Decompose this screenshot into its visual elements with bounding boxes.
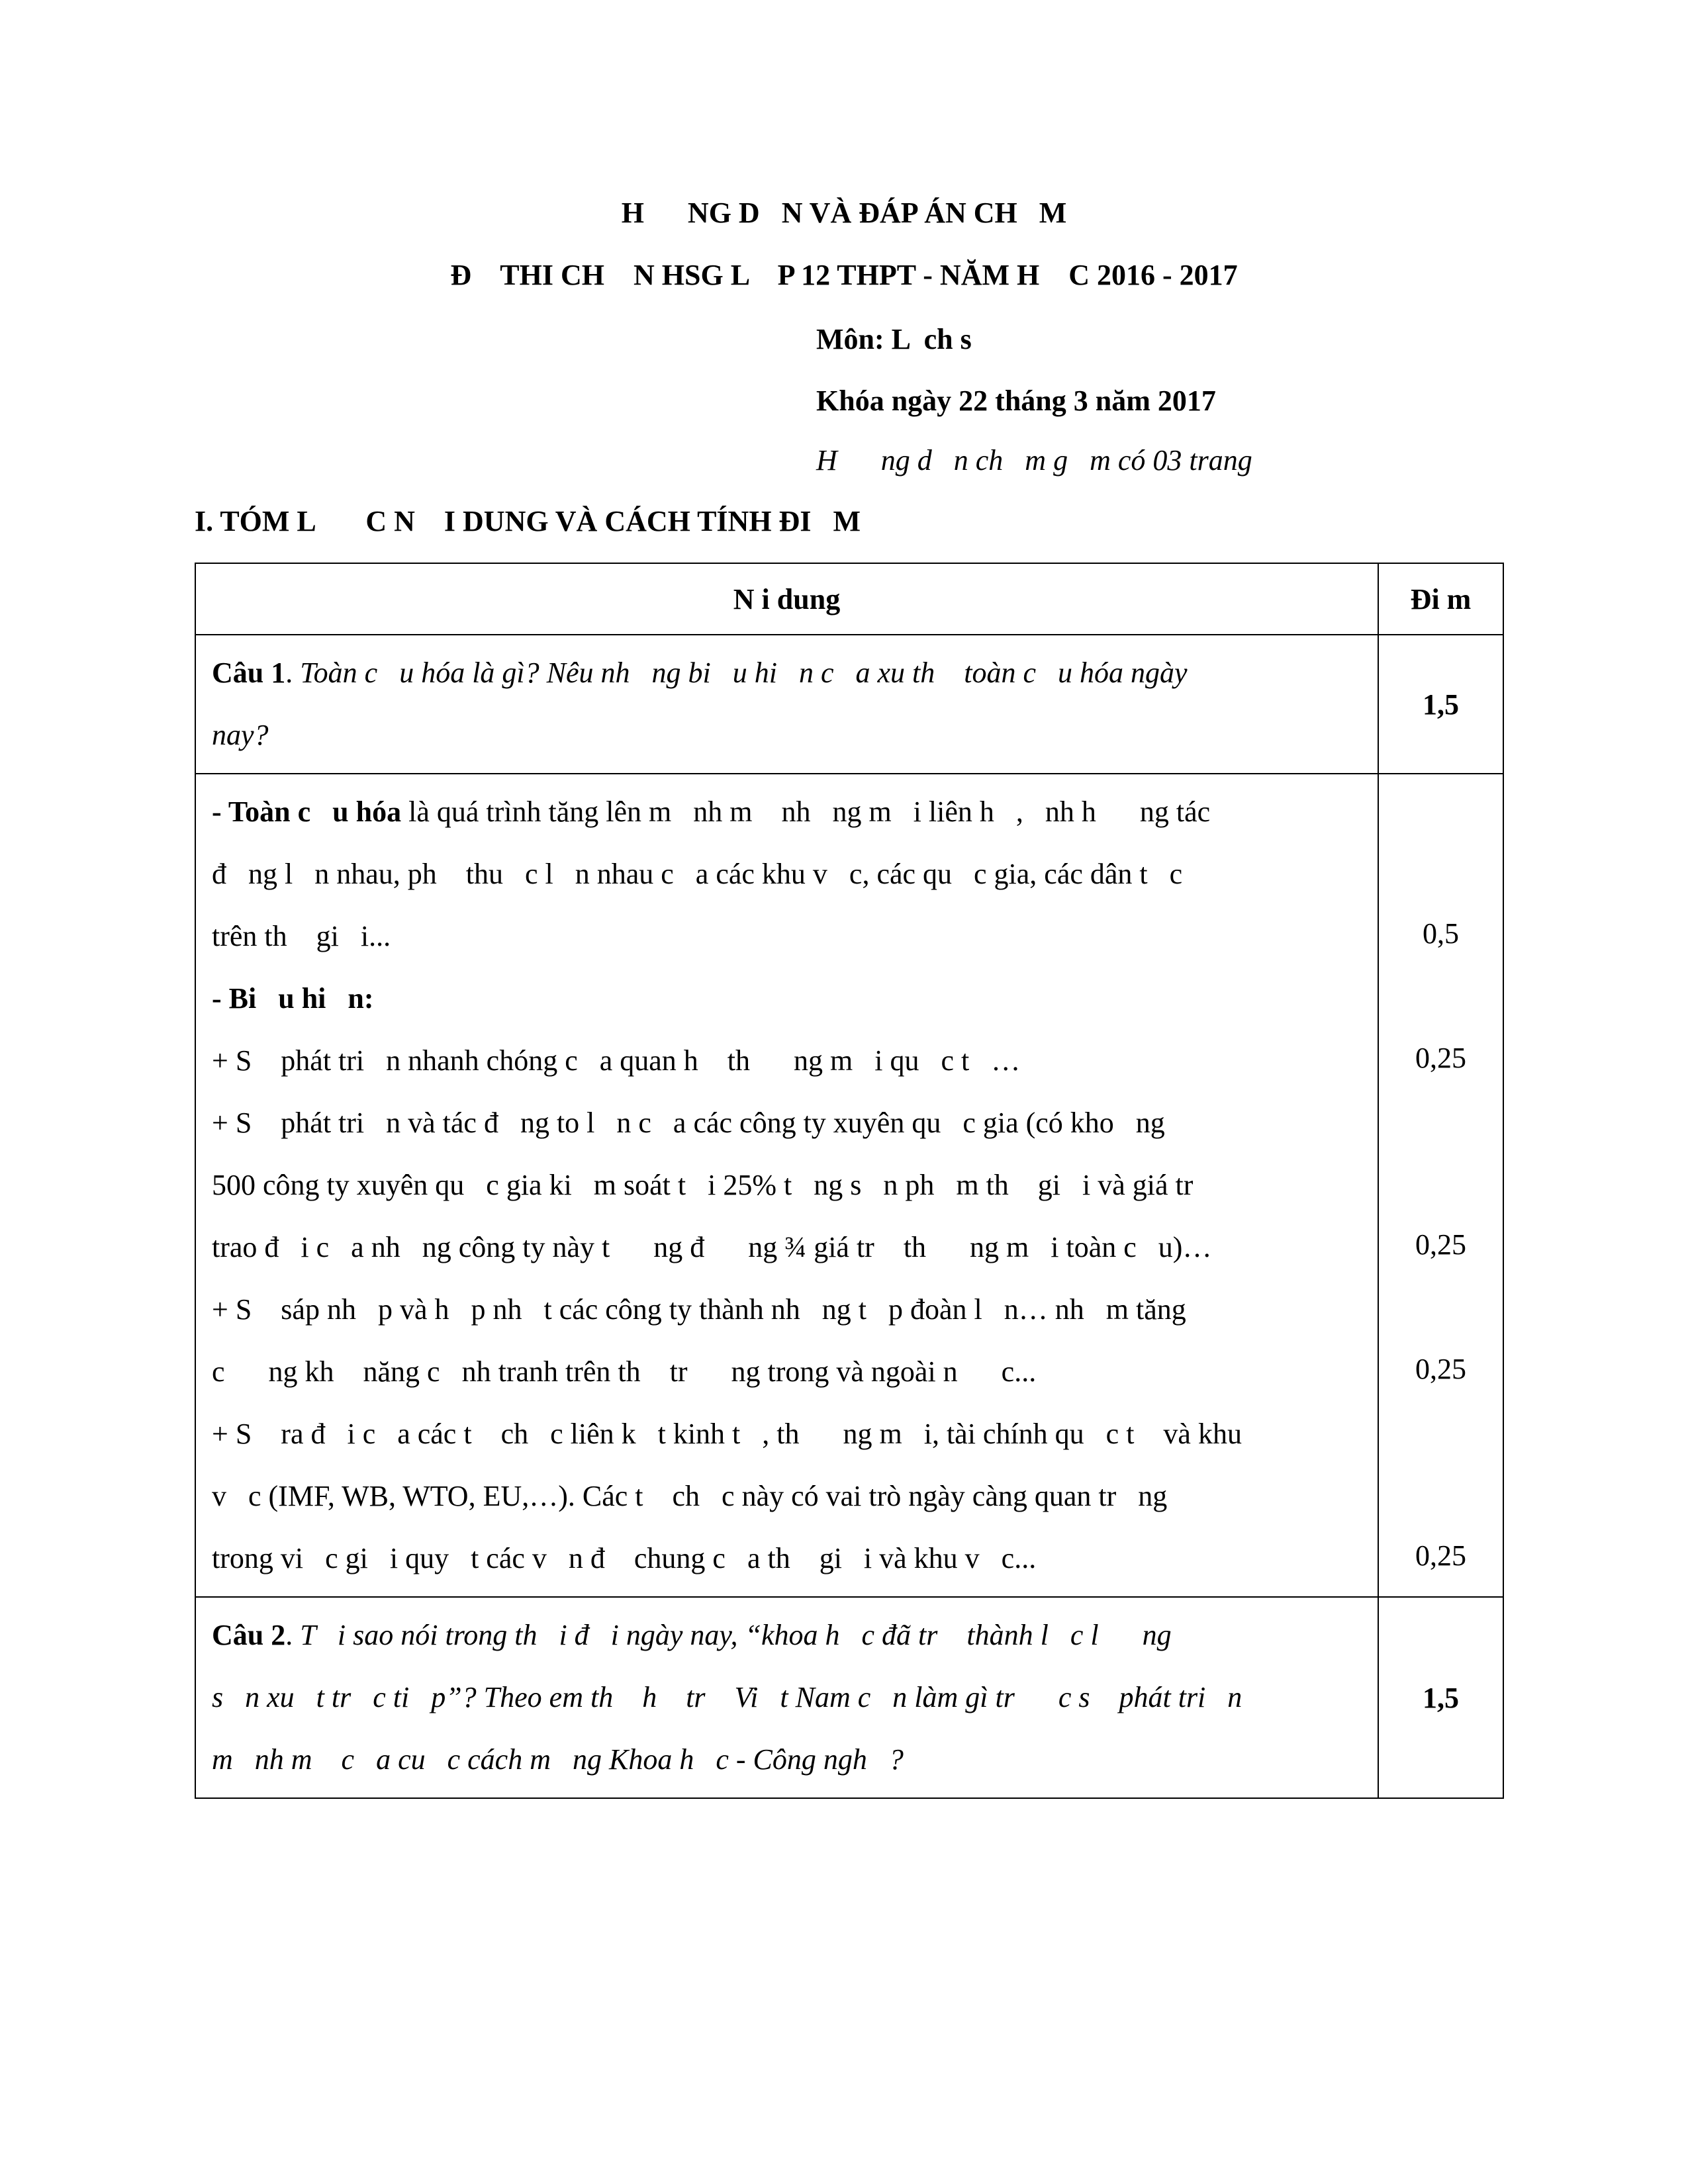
points-manifestation-1: 0,25 bbox=[1415, 1042, 1466, 1074]
question-1-cell bbox=[195, 635, 1378, 774]
page-count-note: H ng d n ch m g m có 03 trang bbox=[816, 444, 1252, 477]
points-definition: 0,5 bbox=[1423, 917, 1459, 950]
answer-1-line-7: 500 công ty xuyên qu c gia ki m soát t i 25% t ng s n ph m th gi i và giá tr bbox=[212, 1169, 1194, 1201]
points-manifestation-4: 0,25 bbox=[1415, 1539, 1466, 1572]
subject-line: Môn: L ch s bbox=[816, 323, 972, 355]
question-2-label: Câu 2 bbox=[212, 1619, 286, 1651]
answer-1-term: - Toàn c u hóa bbox=[212, 796, 402, 828]
question-row-2 bbox=[195, 1597, 1503, 1798]
points-column-header: Đi m bbox=[1378, 563, 1503, 635]
points-manifestation-2: 0,25 bbox=[1415, 1228, 1466, 1261]
question-1-text-line-1: Toàn c u hóa là gì? Nêu nh ng bi u hi n c a xu th toàn c u hóa ngày bbox=[293, 657, 1188, 689]
answer-1-points-column bbox=[1378, 774, 1503, 1597]
guide-title: H NG D N VÀ ĐÁP ÁN CH M bbox=[621, 197, 1067, 229]
question-2-text-line-3: m nh m c a cu c cách m ng Khoa h c - Công ngh ? bbox=[212, 1743, 904, 1776]
answer-1-line-8: trao đ i c a nh ng công ty này t ng đ ng ¾ giá tr th ng m i toàn c u)… bbox=[212, 1231, 1212, 1263]
question-2-text-line-2: s n xu t tr c ti p”? Theo em th h tr Vi t Nam c n làm gì tr c s phát tri n bbox=[212, 1681, 1243, 1713]
answer-1-line-3: trên th gi i... bbox=[212, 920, 391, 952]
answer-1-cell bbox=[195, 774, 1378, 1597]
question-1-text-line-2: nay? bbox=[212, 719, 269, 751]
question-2-dot: . bbox=[285, 1619, 293, 1651]
question-1-points: 1,5 bbox=[1378, 635, 1503, 774]
answer-1-line-6: + S phát tri n và tác đ ng to l n c a các công ty xuyên qu c gia (có kho ng bbox=[212, 1107, 1165, 1139]
section-heading: I. TÓM L C N I DUNG VÀ CÁCH TÍNH ĐI M bbox=[195, 505, 861, 537]
question-row-1 bbox=[195, 635, 1503, 774]
answer-1-line-11: + S ra đ i c a các t ch c liên k t kinh t , th ng m i, tài chính qu c t và khu bbox=[212, 1418, 1242, 1450]
question-2-cell bbox=[195, 1597, 1378, 1798]
answer-row-1 bbox=[195, 774, 1503, 1597]
answer-1-manifestations-heading: - Bi u hi n: bbox=[212, 982, 374, 1015]
exam-date: Khóa ngày 22 tháng 3 năm 2017 bbox=[816, 385, 1216, 417]
answer-1-line-10: c ng kh năng c nh tranh trên th tr ng trong và ngoài n c... bbox=[212, 1355, 1037, 1388]
answer-1-line-12: v c (IMF, WB, WTO, EU,…). Các t ch c này có vai trò ngày càng quan tr ng bbox=[212, 1480, 1168, 1512]
answer-table bbox=[195, 563, 1504, 1799]
answer-1-line-13: trong vi c gi i quy t các v n đ chung c a th gi i và khu v c... bbox=[212, 1542, 1037, 1574]
question-1-dot: . bbox=[285, 657, 293, 689]
question-2-text-line-1: T i sao nói trong th i đ i ngày nay, “khoa h c đã tr thành l c l ng bbox=[293, 1619, 1172, 1651]
answer-1-line-2: đ ng l n nhau, ph thu c l n nhau c a các khu v c, các qu c gia, các dân t c bbox=[212, 858, 1183, 890]
answer-1-definition: là quá trình tăng lên m nh m nh ng m i liên h , nh h ng tác bbox=[401, 796, 1211, 828]
answer-1-line-5: + S phát tri n nhanh chóng c a quan h th ng m i qu c t … bbox=[212, 1044, 1021, 1077]
exam-title: Đ THI CH N HSG L P 12 THPT - NĂM H C 2016 - 2017 bbox=[450, 259, 1238, 291]
table-header-row bbox=[195, 563, 1503, 635]
content-column-header: N i dung bbox=[195, 563, 1378, 635]
points-manifestation-3: 0,25 bbox=[1415, 1353, 1466, 1385]
question-1-label: Câu 1 bbox=[212, 657, 286, 689]
answer-1-line-9: + S sáp nh p và h p nh t các công ty thành nh ng t p đoàn l n… nh m tăng bbox=[212, 1293, 1186, 1326]
question-2-points: 1,5 bbox=[1378, 1597, 1503, 1798]
